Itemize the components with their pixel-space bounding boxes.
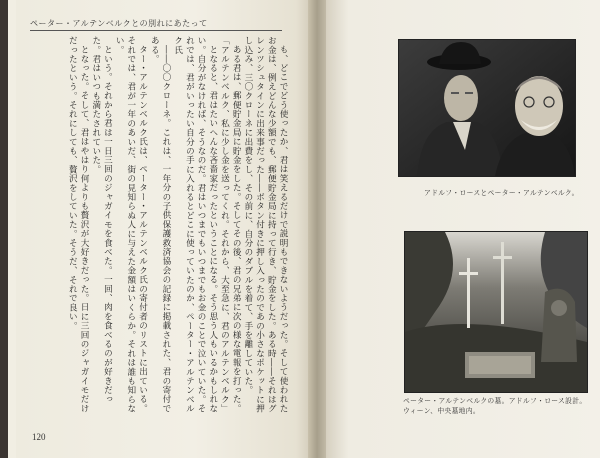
photo-caption: アドルフ・ロースとペーター・アルテンベルク。 (424, 189, 579, 197)
paragraph: という。それから君は一日三回のジャガイモを食べた。一回、肉を食べるのが好きだった。君はいつも満たされていた。 (90, 36, 113, 404)
paragraph: となった。そして、君はやはり何よりも贅沢が大好きだった。日に三回のジャガイモだけだったという。それにしても、贅沢をしていた。そうだ、それで良い。 (67, 36, 90, 413)
paragraph: ター・アルテンベルク氏は、ペーター・アルテンベルク氏の寄付者のリストに出ている。それでは、君が一年のあいだ、街の見知らぬ人に与えた金額はいくらか。それは誰も知らない。 (114, 36, 148, 414)
paragraph: となると、君はたいへんな吝嗇家だったということになる。そう思う人もいるかもしれない。自分がなければ、そうなのだ。君はいつまでもいつまでもお金のことで泣いていた。それでは、君がいったい自分の手に入れるとどこに使っていたのか、ペーター・アルテンベルク氏 (172, 36, 218, 414)
page-number: 120 (32, 432, 46, 442)
photo-altenberg-grave (404, 231, 588, 393)
photo-caption: ペーター・アルテンベルクの墓。アドルフ・ロース設計。 (403, 397, 587, 405)
book-gutter (308, 0, 328, 458)
photo-loos-and-altenberg (398, 39, 576, 177)
header-rule (30, 30, 282, 31)
running-header: ペーター・アルテンベルクとの別れにあたって (30, 19, 208, 28)
photo-grave-image (405, 232, 587, 392)
paragraph: ――〇〇クローネ。これは、一年分の子供保護救済協会の記録に掲載された、君の寄付である。 (149, 36, 171, 413)
paragraph: も、どこでどう使ったか、君は笑えるだけで説明もできないようだった。そして使われたお金は、例えどんな少額でも、郵便貯金局に持って行き、貯金をした。ある時――それはグレンツシュタインに出来事だった――ボタン付きに押し入ったのであの小さなポケットに押し込み、三〇クローネに出費をし、その前に、自分のダブルを着て、手を離していた。 (242, 36, 288, 414)
photo-caption: ウィーン、中央墓地内。 (403, 407, 480, 415)
photo-portrait-image (399, 40, 575, 176)
body-text (30, 36, 288, 416)
paragraph: ある君は、郵便貯金局に貯金をした。そしてその後、君の兄弟に次の様な電報を打った。「アルテンベルク、私に少し金を送ってくれ。それから、大至急に、君のアルテンベルク」 (219, 36, 242, 414)
